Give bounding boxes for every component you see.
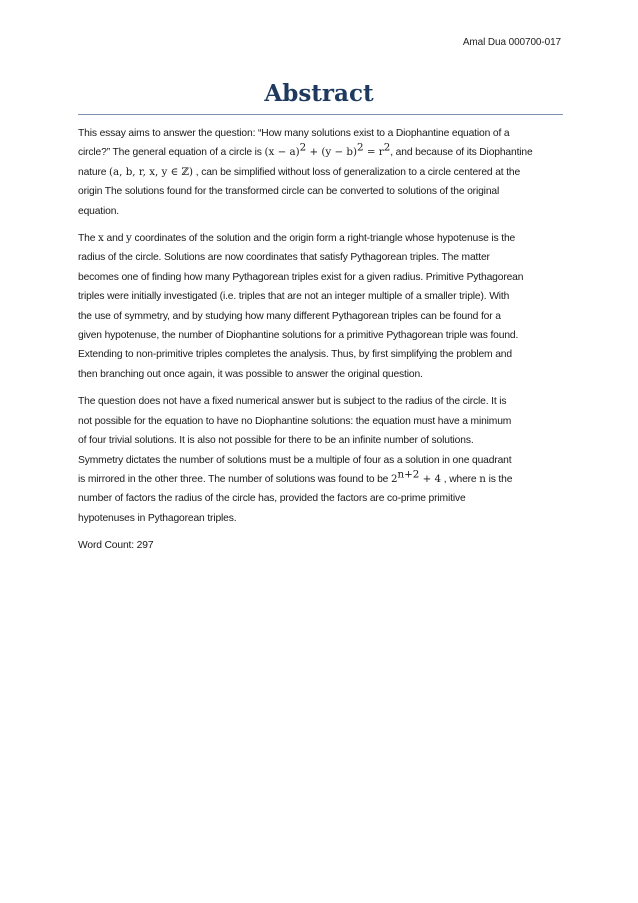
paragraph <box>78 124 562 221</box>
text-line <box>78 345 562 364</box>
text-run: coordinates of the solution and the origin form a right-triangle whose hypotenuse is the <box>131 233 516 245</box>
text-run: of four trivial solutions. It is also not possible for there to be an infinite number of solutions. <box>78 435 474 447</box>
text-line <box>78 307 562 326</box>
math-run: + 4 <box>419 472 442 485</box>
text-run: This essay aims to answer the question: “How many solutions exist to a Diophantine equation of a <box>78 128 510 139</box>
text-line <box>78 431 562 450</box>
text-run: The <box>78 233 99 245</box>
text-run: Symmetry dictates the number of solutions must be a multiple of four as a solution in one quadrant <box>78 454 512 466</box>
text-run: nature <box>78 166 110 178</box>
text-line <box>78 163 562 182</box>
superscript: 2 <box>357 141 364 154</box>
text-line <box>78 248 562 267</box>
text-line <box>78 287 562 306</box>
superscript: 2 <box>299 141 307 154</box>
superscript: 2 <box>383 141 391 154</box>
math-run: y <box>125 232 132 245</box>
text-run: given hypotenuse, the number of Diophantine solutions for a primitive Pythagorean triple was found. <box>78 330 519 342</box>
text-line <box>78 182 562 201</box>
title-divider <box>78 114 563 115</box>
math-run: n <box>479 472 486 485</box>
abstract-body <box>78 124 562 564</box>
text-run: number of factors the radius of the circle has, provided the factors are co-prime primitive <box>78 493 466 505</box>
text-line <box>78 143 562 162</box>
math-run: (a, b, r, x, y ∈ ℤ) <box>109 165 194 178</box>
text-run: is mirrored in the other three. The number of solutions was found to be <box>78 473 391 485</box>
text-line <box>78 412 562 431</box>
text-run: origin The solutions found for the transformed circle can be converted to solutions of the original <box>78 186 500 198</box>
text-run: not possible for the equation to have no Diophantine solutions: the equation must have a minimum <box>78 415 512 427</box>
text-line <box>78 268 562 287</box>
text-line <box>78 470 562 489</box>
math-run: + (y − b) <box>306 146 358 159</box>
page-title: Abstract <box>264 80 374 107</box>
math-run: (x − a) <box>264 146 300 159</box>
text-line <box>78 124 562 143</box>
text-run: the use of symmetry, and by studying how many different Pythagorean triples can be found for a <box>78 310 501 322</box>
text-run: and <box>103 233 126 245</box>
paragraph <box>78 392 562 528</box>
text-line <box>78 509 562 528</box>
text-run: Extending to non-primitive triples completes the analysis. Thus, by first simplifying the problem and <box>78 349 512 361</box>
text-run: radius of the circle. Solutions are now coordinates that satisfy Pythagorean triples. The matter <box>78 252 490 264</box>
text-run: , where <box>441 473 480 485</box>
word-count <box>78 536 562 555</box>
paragraph <box>78 229 562 384</box>
math-run: x <box>98 232 104 245</box>
text-line <box>78 326 562 345</box>
text-line <box>78 451 562 470</box>
text-run: Word Count: 297 <box>78 540 154 552</box>
text-run: then branching out once again, it was possible to answer the original question. <box>78 368 423 380</box>
text-run: is the <box>485 473 513 485</box>
author-header: Amal Dua 000700-017 <box>462 37 561 48</box>
text-line <box>78 489 562 508</box>
text-line <box>78 202 562 221</box>
text-line <box>78 536 562 555</box>
superscript: n+2 <box>397 468 420 481</box>
text-run: triples were initially investigated (i.e. triples that are not an integer multiple of a smaller triple). With <box>78 291 510 303</box>
text-run: , and because of its Diophantine <box>390 147 533 159</box>
text-line <box>78 229 562 248</box>
text-run: The question does not have a fixed numerical answer but is subject to the radius of the circle. It is <box>78 396 507 408</box>
math-run: = r <box>363 146 384 159</box>
text-run: , can be simplified without loss of generalization to a circle centered at the <box>193 166 521 178</box>
text-line <box>78 392 562 411</box>
math-run: 2 <box>390 472 398 485</box>
text-line <box>78 365 562 384</box>
text-run: equation. <box>78 205 120 217</box>
text-run: circle?” The general equation of a circle is <box>78 147 265 159</box>
text-run: becomes one of finding how many Pythagorean triples exist for a given radius. Primitive Pythagorean <box>78 271 524 283</box>
text-run: hypotenuses in Pythagorean triples. <box>78 512 237 524</box>
